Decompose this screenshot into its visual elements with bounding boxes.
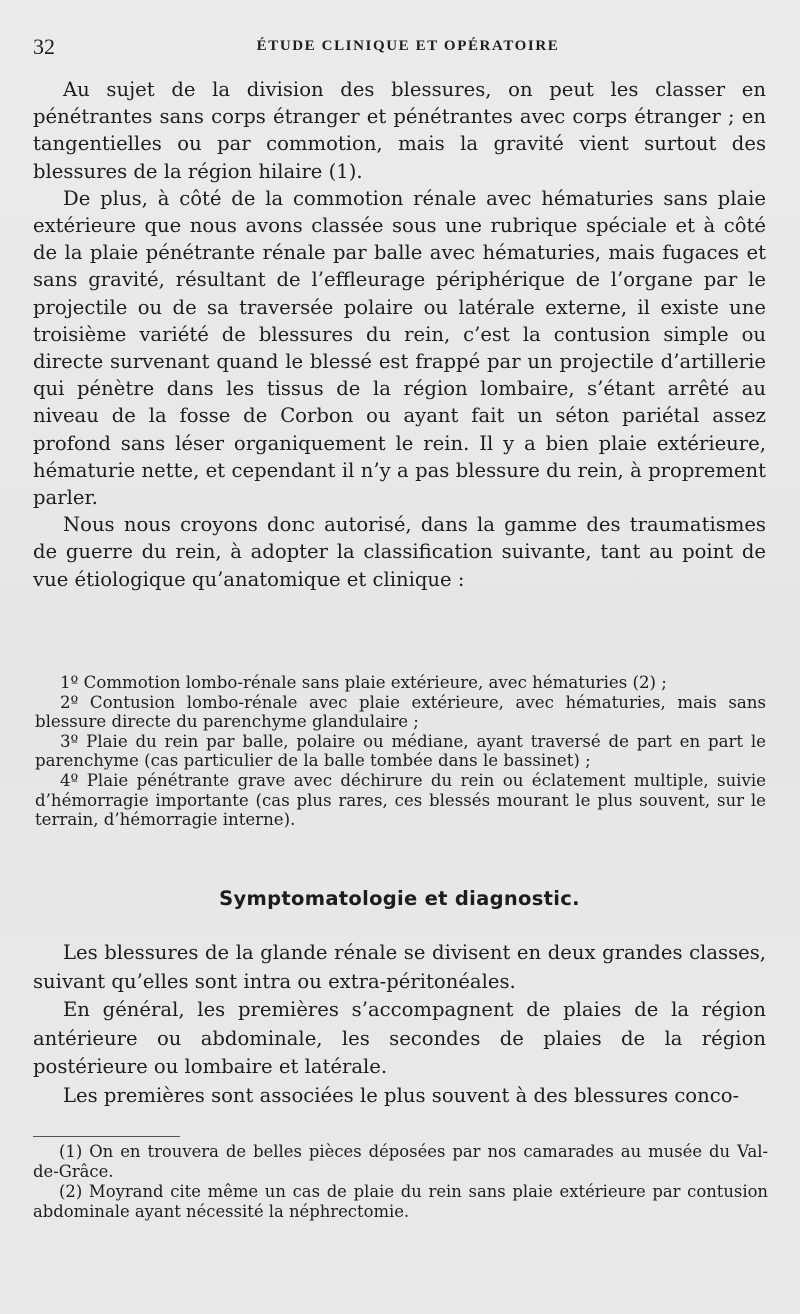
- page-number: 32: [33, 34, 55, 59]
- paragraph: Nous nous croyons donc autorisé, dans la gamme des traumatismes de guerre du rein, à adopter la classification suivante, tant au point de vue étiologique qu’anatomique et clinique :: [33, 513, 766, 591]
- list-item: 3º Plaie du rein par balle, polaire ou médiane, ayant traversé de part en part le parenchyme (cas particulier de la balle tombée dans le bassinet) ;: [35, 731, 766, 771]
- footnote-divider: [33, 1136, 180, 1137]
- paragraph: En général, les premières s’accompagnent de plaies de la région antérieure ou abdominale, les secondes de plaies de la région postérieure ou lombaire et latérale.: [33, 998, 766, 1079]
- footnote: (2) Moyrand cite même un cas de plaie du rein sans plaie extérieure par contusion abdominale ayant nécessité la néphrectomie.: [33, 1182, 768, 1221]
- running-head: ÉTUDE CLINIQUE ET OPÉRATOIRE: [256, 38, 560, 54]
- section-title: Symptomatologie et diagnostic.: [219, 887, 580, 910]
- footnote: (1) On en trouvera de belles pièces déposées par nos camarades au musée du Val-de-Grâce.: [33, 1142, 768, 1181]
- page-header: [33, 34, 773, 62]
- list-item: 1º Commotion lombo-rénale sans plaie extérieure, avec hématuries (2) ;: [60, 673, 667, 692]
- paragraph: Les premières sont associées le plus souvent à des blessures conco-: [63, 1083, 740, 1107]
- classification-list: [35, 673, 766, 830]
- list-item: 4º Plaie pénétrante grave avec déchirure du rein ou éclatement multiple, suivie d’hémorragie importante (cas plus rares, ces blessés mourant le plus souvent, sur le terrain, d’hémorragie interne).: [35, 770, 766, 830]
- list-item: 2º Contusion lombo-rénale avec plaie extérieure, avec hématuries, mais sans blessure directe du parenchyme glandulaire ;: [35, 692, 766, 732]
- footnotes: [33, 1142, 768, 1222]
- section-body: [33, 939, 766, 1111]
- paragraph: De plus, à côté de la commotion rénale avec hématuries sans plaie extérieure que nous avons classée sous une rubrique spéciale et à côté de la plaie pénétrante rénale par balle avec hématuries, mais fugaces et sans gravité, résultant de l’effleurage périphérique de l’organe par le projectile ou de sa traversée polaire ou latérale externe, il existe une troisième variété de blessures du rein, c’est la contusion simple ou directe survenant quand le blessé est frappé par un projectile d’artillerie qui pénètre dans les tissus de la région lombaire, s’étant arrêté au niveau de la fosse de Corbon ou ayant fait un séton pariétal assez profond sans léser organiquement le rein. Il y a bien plaie extérieure, hématurie nette, et cependant il n’y a pas blessure du rein, à proprement parler.: [33, 186, 766, 510]
- paragraph: Au sujet de la division des blessures, on peut les classer en pénétrantes sans corps étranger et pénétrantes avec corps étranger ; en tangentielles ou par commotion, mais la gravité vient surtout des blessures de la région hilaire (1).: [33, 78, 766, 183]
- body-text: [33, 76, 766, 593]
- paragraph: Les blessures de la glande rénale se divisent en deux grandes classes, suivant qu’elles sont intra ou extra-péritonéales.: [33, 941, 766, 993]
